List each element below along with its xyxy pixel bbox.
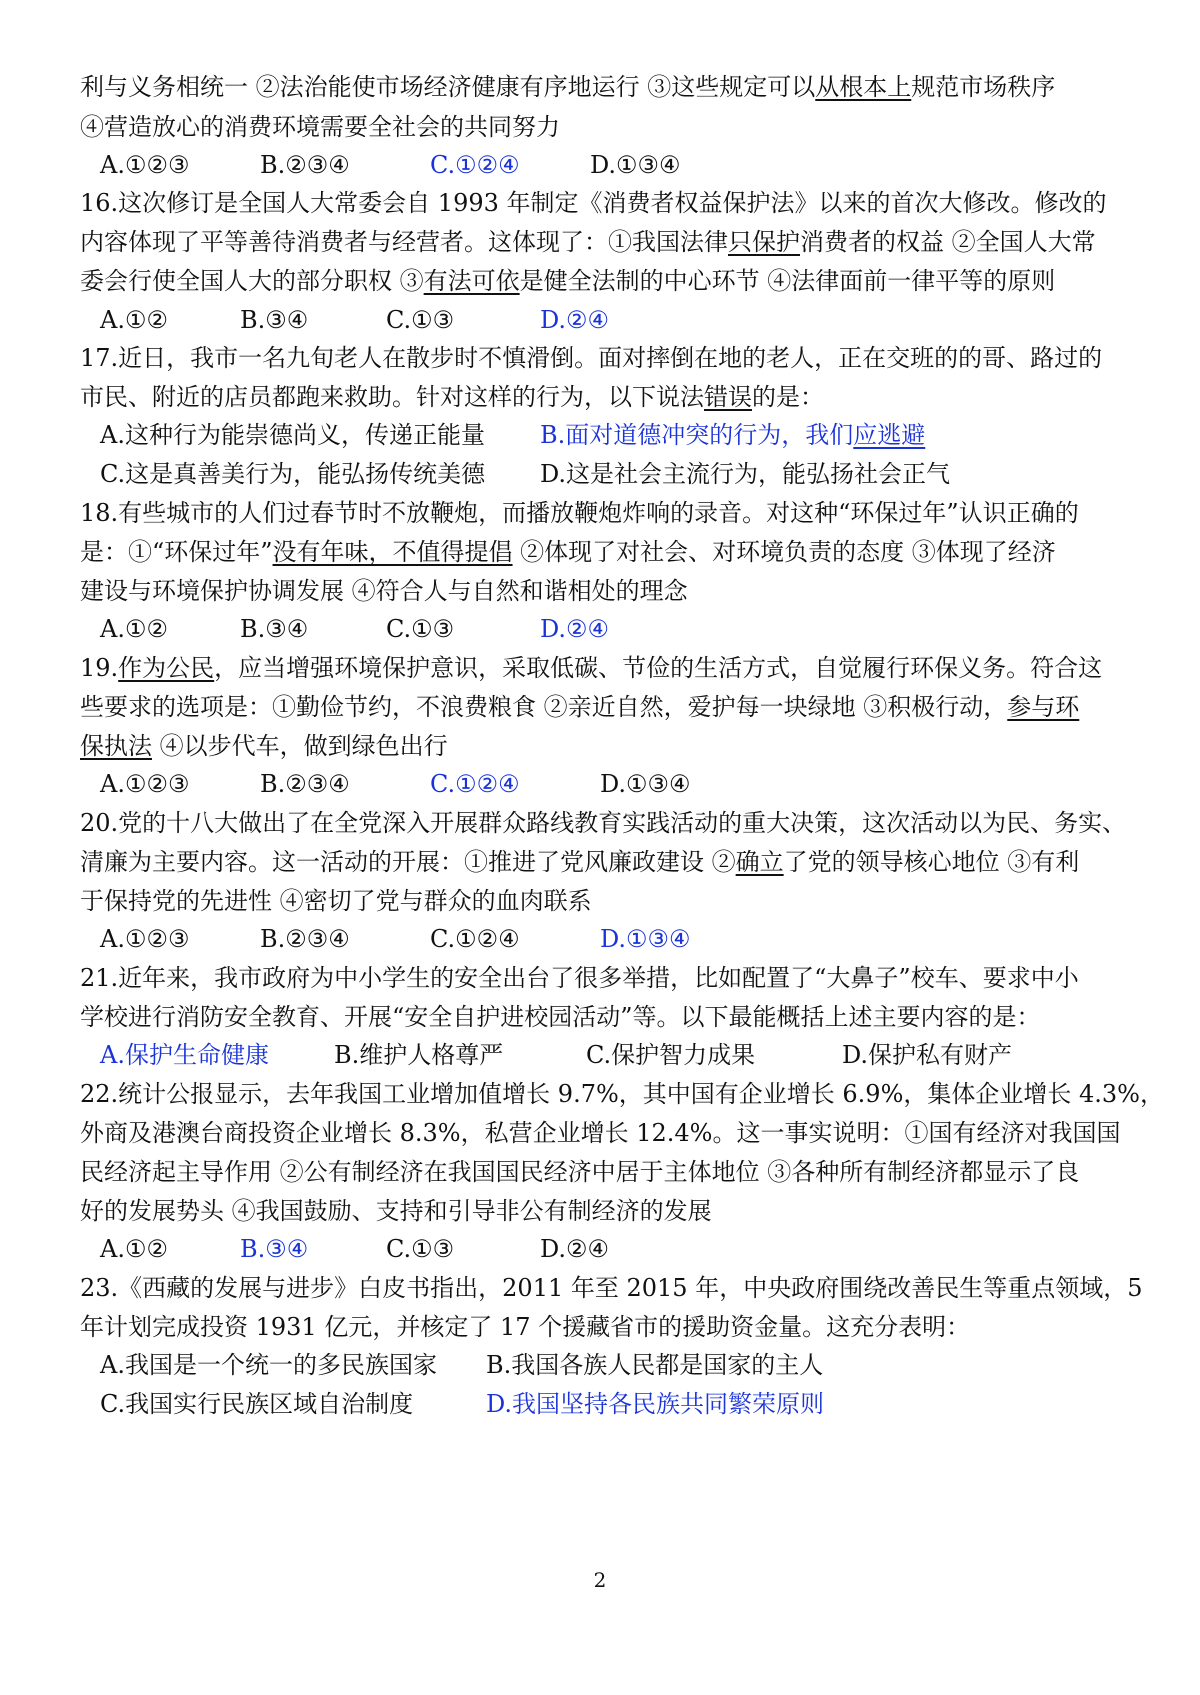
q15-option-a[interactable]: A.①②③	[100, 151, 190, 179]
q17-option-b-answer[interactable]: B.面对道德冲突的行为，我们应逃避	[540, 421, 926, 449]
q22-option-c[interactable]: C.①③	[386, 1235, 455, 1263]
q16-line-2: 内容体现了平等善待消费者与经营者。这体现了：①我国法律只保护消费者的权益 ②全国人大常	[80, 228, 1096, 256]
q19-line-1: 19.作为公民，应当增强环境保护意识，采取低碳、节俭的生活方式，自觉履行环保义务。符合这	[80, 654, 1103, 682]
q16-option-d-answer[interactable]: D.②④	[540, 306, 610, 334]
q19-line-2: 些要求的选项是：①勤俭节约，不浪费粮食 ②亲近自然，爱护每一块绿地 ③积极行动，参与环	[80, 693, 1080, 721]
q18-line-2: 是：①“环保过年”没有年味，不值得提倡 ②体现了对社会、对环境负责的态度 ③体现了经济	[80, 538, 1056, 566]
q21-line-2: 学校进行消防安全教育、开展“安全自护进校园活动”等。以下最能概括上述主要内容的是：	[80, 1003, 1041, 1031]
q17-option-a[interactable]: A.这种行为能崇德尚义，传递正能量	[100, 421, 485, 449]
underlined-phrase: 保执法	[80, 732, 152, 760]
underlined-phrase: 参与环	[1007, 693, 1080, 721]
q16-line-1: 16.这次修订是全国人大常委会自 1993 年制定《消费者权益保护法》以来的首次大修改。修改的	[80, 189, 1107, 217]
q23-option-d-answer[interactable]: D.我国坚持各民族共同繁荣原则	[486, 1390, 825, 1418]
underlined-phrase: 作为公民	[118, 654, 215, 682]
q23-option-b[interactable]: B.我国各族人民都是国家的主人	[486, 1351, 824, 1379]
q23-line-2: 年计划完成投资 1931 亿元，并核定了 17 个援藏省市的援助资金量。这充分表明：	[80, 1313, 971, 1341]
underlined-phrase: 确立	[735, 848, 784, 876]
q21-option-b[interactable]: B.维护人格尊严	[334, 1041, 504, 1069]
q19-option-c-answer[interactable]: C.①②④	[430, 770, 520, 798]
q20-option-d-answer[interactable]: D.①③④	[600, 925, 691, 953]
q18-option-a[interactable]: A.①②	[100, 615, 168, 643]
q22-line-3: 民经济起主导作用 ②公有制经济在我国国民经济中居于主体地位 ③各种所有制经济都显示了良	[80, 1158, 1080, 1186]
q16-option-a[interactable]: A.①②	[100, 306, 168, 334]
q20-line-3: 于保持党的先进性 ④密切了党与群众的血肉联系	[80, 887, 592, 915]
q16-option-b[interactable]: B.③④	[240, 306, 309, 334]
q23-line-1: 23.《西藏的发展与进步》白皮书指出，2011 年至 2015 年，中央政府围绕改善民生等重点领域，5	[80, 1274, 1143, 1302]
q21-option-c[interactable]: C.保护智力成果	[586, 1041, 756, 1069]
q18-option-d-answer[interactable]: D.②④	[540, 615, 610, 643]
q22-line-1: 22.统计公报显示，去年我国工业增加值增长 9.7%，其中国有企业增长 6.9%，集体企业增长 4.3%，	[80, 1080, 1164, 1108]
q15-option-d[interactable]: D.①③④	[590, 151, 681, 179]
q17-option-c[interactable]: C.这是真善美行为，能弘扬传统美德	[100, 460, 486, 488]
q22-option-b-answer[interactable]: B.③④	[240, 1235, 309, 1263]
q19-option-d[interactable]: D.①③④	[600, 770, 691, 798]
underlined-phrase: 有法可依	[423, 267, 520, 295]
q17-line-1: 17.近日，我市一名九旬老人在散步时不慎滑倒。面对摔倒在地的老人，正在交班的的哥、路过的	[80, 344, 1103, 372]
q22-option-d[interactable]: D.②④	[540, 1235, 610, 1263]
q16-line-3: 委会行使全国人大的部分职权 ③有法可依是健全法制的中心环节 ④法律面前一律平等的原则	[80, 267, 1056, 295]
q15-option-c-answer[interactable]: C.①②④	[430, 151, 520, 179]
q18-line-1: 18.有些城市的人们过春节时不放鞭炮，而播放鞭炮炸响的录音。对这种“环保过年”认识正确的	[80, 499, 1079, 527]
q17-option-d[interactable]: D.这是社会主流行为，能弘扬社会正气	[540, 460, 951, 488]
q19-option-b[interactable]: B.②③④	[260, 770, 350, 798]
q20-line-2: 清廉为主要内容。这一活动的开展：①推进了党风廉政建设 ②确立了党的领导核心地位 ③有利	[80, 848, 1080, 876]
q21-option-d[interactable]: D.保护私有财产	[842, 1041, 1013, 1069]
page-number: 2	[593, 1568, 607, 1592]
q21-option-a-answer[interactable]: A.保护生命健康	[100, 1041, 269, 1069]
q22-line-4: 好的发展势头 ④我国鼓励、支持和引导非公有制经济的发展	[80, 1197, 712, 1225]
q21-line-1: 21.近年来，我市政府为中小学生的安全出台了很多举措，比如配置了“大鼻子”校车、要求中小	[80, 964, 1079, 992]
q23-option-a[interactable]: A.我国是一个统一的多民族国家	[100, 1351, 437, 1379]
q19-line-3: 保执法 ④以步代车，做到绿色出行	[80, 732, 448, 760]
q15-option-b[interactable]: B.②③④	[260, 151, 350, 179]
q20-option-c[interactable]: C.①②④	[430, 925, 520, 953]
q18-option-b[interactable]: B.③④	[240, 615, 309, 643]
underlined-phrase: 没有年味，不值得提倡	[272, 538, 513, 566]
underlined-phrase: 从根本上	[815, 73, 912, 101]
q16-option-c[interactable]: C.①③	[386, 306, 455, 334]
q17-line-2: 市民、附近的店员都跑来救助。针对这样的行为，以下说法错误的是：	[80, 383, 824, 411]
q15-line-1: 利与义务相统一 ②法治能使市场经济健康有序地运行 ③这些规定可以从根本上规范市场秩序	[80, 73, 1056, 101]
q22-line-2: 外商及港澳台商投资企业增长 8.3%，私营企业增长 12.4%。这一事实说明：①国有经济对我国国	[80, 1119, 1121, 1147]
q23-option-c[interactable]: C.我国实行民族区域自治制度	[100, 1390, 414, 1418]
underlined-phrase: 错误	[704, 383, 752, 411]
q20-option-b[interactable]: B.②③④	[260, 925, 350, 953]
q20-line-1: 20.党的十八大做出了在全党深入开展群众路线教育实践活动的重大决策，这次活动以为民、务实、	[80, 809, 1127, 837]
q15-line-2: ④营造放心的消费环境需要全社会的共同努力	[80, 113, 560, 141]
q20-option-a[interactable]: A.①②③	[100, 925, 190, 953]
underlined-phrase: 只保护	[728, 228, 800, 256]
q18-line-3: 建设与环境保护协调发展 ④符合人与自然和谐相处的理念	[80, 577, 688, 605]
q19-option-a[interactable]: A.①②③	[100, 770, 190, 798]
underlined-phrase: 应逃避	[853, 421, 926, 449]
q18-option-c[interactable]: C.①③	[386, 615, 455, 643]
q22-option-a[interactable]: A.①②	[100, 1235, 168, 1263]
